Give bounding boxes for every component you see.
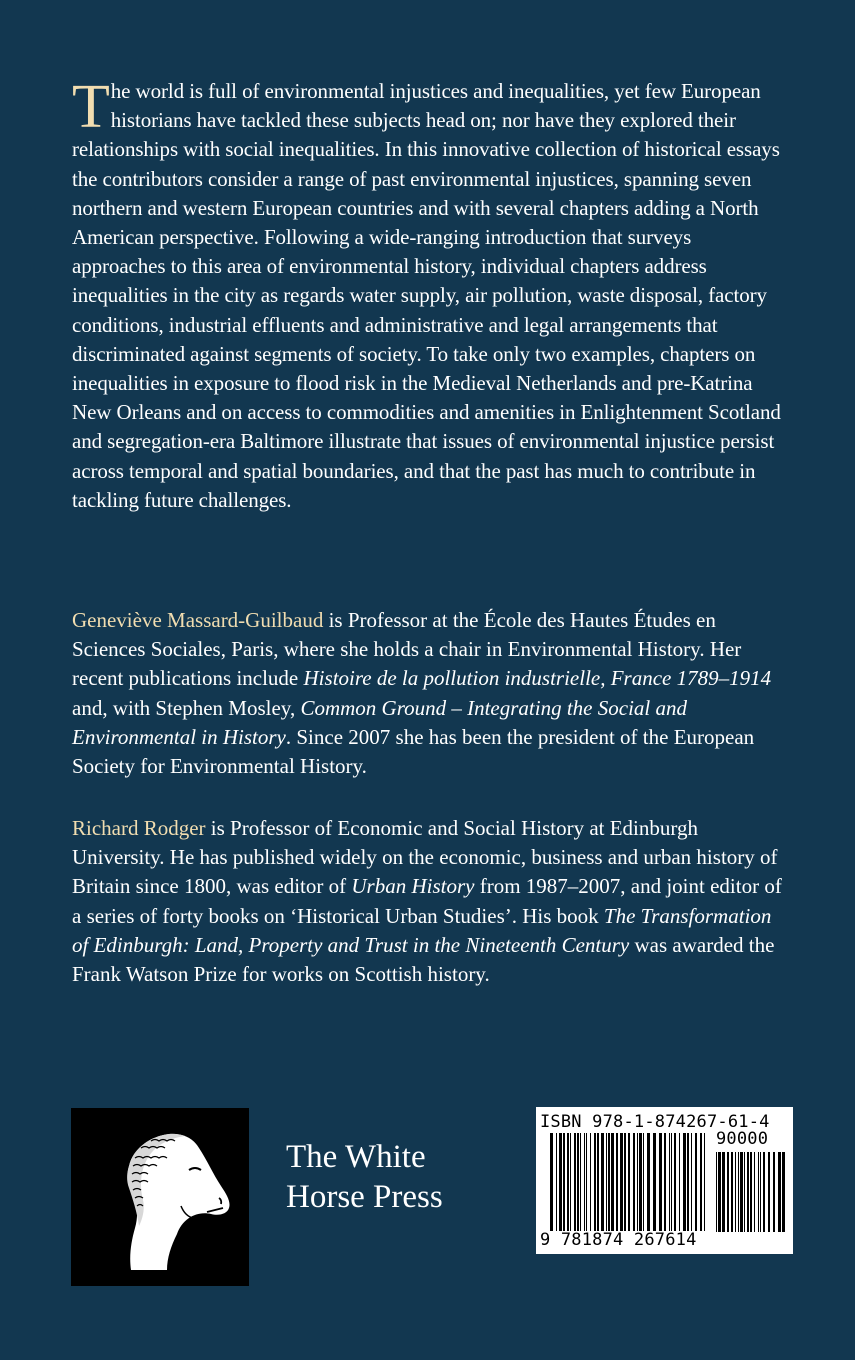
barcode-bar bbox=[763, 1152, 765, 1232]
barcode-digits: 9 781874 267614 bbox=[540, 1230, 697, 1250]
barcode-bar bbox=[782, 1152, 785, 1232]
barcode-bar bbox=[669, 1133, 670, 1231]
barcode-bar bbox=[695, 1133, 697, 1231]
barcode-bar bbox=[704, 1133, 705, 1231]
barcode-bar bbox=[747, 1152, 749, 1232]
barcode-bar bbox=[738, 1152, 739, 1232]
barcode-bar bbox=[659, 1133, 662, 1231]
barcode-bar bbox=[550, 1133, 553, 1231]
barcode-bar bbox=[674, 1133, 676, 1231]
author-name: Geneviève Massard-Guilbaud bbox=[72, 608, 324, 632]
book-title: Histoire de la pollution industrielle, France 1789–1914 bbox=[303, 666, 772, 691]
barcode-bar bbox=[727, 1152, 729, 1232]
addon-barcode-bars bbox=[716, 1152, 788, 1232]
barcode-bar bbox=[664, 1133, 666, 1231]
barcode-bar bbox=[687, 1133, 689, 1231]
barcode-bar bbox=[754, 1152, 755, 1232]
author-bio-rodger bbox=[72, 814, 784, 989]
barcode-bar bbox=[637, 1133, 638, 1231]
isbn-label: ISBN 978-1-874267-61-4 bbox=[540, 1112, 770, 1132]
bio-text: from 1987–2007, and joint editor of a series of forty books on ‘Historical Urban Studies’. His book bbox=[72, 874, 782, 928]
barcode-bar bbox=[639, 1133, 642, 1231]
barcode-bar bbox=[633, 1133, 635, 1231]
barcode-bar bbox=[616, 1133, 618, 1231]
publisher-name bbox=[286, 1137, 443, 1217]
publisher-logo bbox=[71, 1108, 249, 1286]
barcode-bar bbox=[744, 1152, 745, 1232]
barcode-bar bbox=[606, 1133, 607, 1231]
barcode-bar bbox=[586, 1133, 587, 1231]
barcode-bar bbox=[567, 1133, 569, 1231]
drop-cap: T bbox=[72, 73, 110, 141]
barcode-bar bbox=[691, 1133, 692, 1231]
barcode-bar bbox=[773, 1152, 775, 1232]
journal-title: Urban History bbox=[351, 874, 475, 899]
barcode-bar bbox=[563, 1133, 565, 1231]
blurb-text: he world is full of environmental injustices and inequalities, yet few European historians have tackled these subjects head on; nor have they explored their relationships with social inequalities. In this innovative collection of historical essays the contributors consider a range of past environmental injustices, spanning seven northern and western European countries and with several chapters adding a North American perspective. Following a wide-ranging introduction that surveys approaches to this area of environmental history, individual chapters address inequalities in the city as regards water supply, air pollution, waste disposal, factory conditions, industrial effluents and administrative and legal arrangements that discriminated against segments of society. To take only two examples, chapters on inequalities in exposure to flood risk in the Medieval Netherlands and pre-Katrina New Orleans and on access to commodities and amenities in Enlightenment Scotland and segregation-era Baltimore illustrate that issues of environmental injustice persist across temporal and spatial boundaries, and that the past has much to contribute in tackling future challenges. bbox=[72, 79, 781, 512]
bio-text: and, with Stephen Mosley, bbox=[72, 695, 301, 720]
barcode-bar bbox=[722, 1152, 725, 1232]
blurb-paragraph bbox=[72, 73, 784, 515]
barcode-bar bbox=[760, 1152, 761, 1232]
barcode-bar bbox=[624, 1133, 626, 1231]
barcode-bar bbox=[671, 1133, 672, 1231]
book-title: The Transformation of Edinburgh: Land, Property and Trust in the Nineteenth Century bbox=[72, 903, 772, 957]
barcode-bar bbox=[750, 1152, 752, 1232]
barcode-bar bbox=[716, 1152, 717, 1232]
barcode-bar bbox=[580, 1133, 581, 1231]
barcode-bar bbox=[758, 1152, 759, 1232]
barcode-bar bbox=[679, 1133, 680, 1231]
barcode-bar bbox=[574, 1133, 576, 1231]
barcode-bar bbox=[628, 1133, 630, 1231]
barcode-bar bbox=[577, 1133, 579, 1231]
price-addon-label: 90000 bbox=[716, 1129, 769, 1149]
barcode-bar bbox=[570, 1133, 571, 1231]
author-bio-massard-guilbaud bbox=[72, 606, 784, 781]
barcode-bar bbox=[597, 1133, 599, 1231]
author-name: Richard Rodger bbox=[72, 816, 206, 840]
barcode-bar bbox=[608, 1133, 610, 1231]
barcode-bar bbox=[731, 1152, 733, 1232]
barcode-bar bbox=[643, 1133, 644, 1231]
barcode-bar bbox=[700, 1133, 702, 1231]
barcode-bar bbox=[556, 1133, 557, 1231]
white-horse-head-icon bbox=[71, 1108, 249, 1286]
bio-text: is Professor of Economic and Social History at Edinburgh University. He has published widely on the economic, business and urban history of Britain since 1800, was editor of bbox=[72, 816, 778, 899]
barcode-bar bbox=[620, 1133, 623, 1231]
barcode-bar bbox=[611, 1133, 614, 1231]
barcode-bar bbox=[559, 1133, 562, 1231]
barcode-bar bbox=[740, 1152, 743, 1232]
barcode-bar bbox=[590, 1133, 591, 1231]
bio-text: was awarded the Frank Watson Prize for works on Scottish history. bbox=[72, 932, 775, 987]
isbn-barcode bbox=[536, 1107, 793, 1254]
barcode-bar bbox=[718, 1152, 721, 1232]
barcode-bar bbox=[594, 1133, 596, 1231]
publisher-name-line1: The White bbox=[286, 1139, 426, 1175]
bio-text: . Since 2007 she has been the president of the European Society for Environmental History. bbox=[72, 724, 755, 779]
bio-text: is Professor at the École des Hautes Études en Sciences Sociales, Paris, where she holds a chair in Environmental History. Her recent publications include bbox=[72, 608, 742, 691]
barcode-bar bbox=[584, 1133, 585, 1231]
barcode-bar bbox=[647, 1133, 650, 1231]
publisher-name-line2: Horse Press bbox=[286, 1179, 443, 1215]
barcode-bar bbox=[735, 1152, 736, 1232]
book-title: Common Ground – Integrating the Social and Environmental in History bbox=[72, 695, 687, 749]
barcode-bar bbox=[683, 1133, 686, 1231]
barcode-bar bbox=[601, 1133, 604, 1231]
barcode-bar bbox=[778, 1152, 781, 1232]
barcode-bar bbox=[768, 1152, 770, 1232]
barcode-bar bbox=[653, 1133, 656, 1231]
barcode-bars bbox=[550, 1133, 708, 1231]
